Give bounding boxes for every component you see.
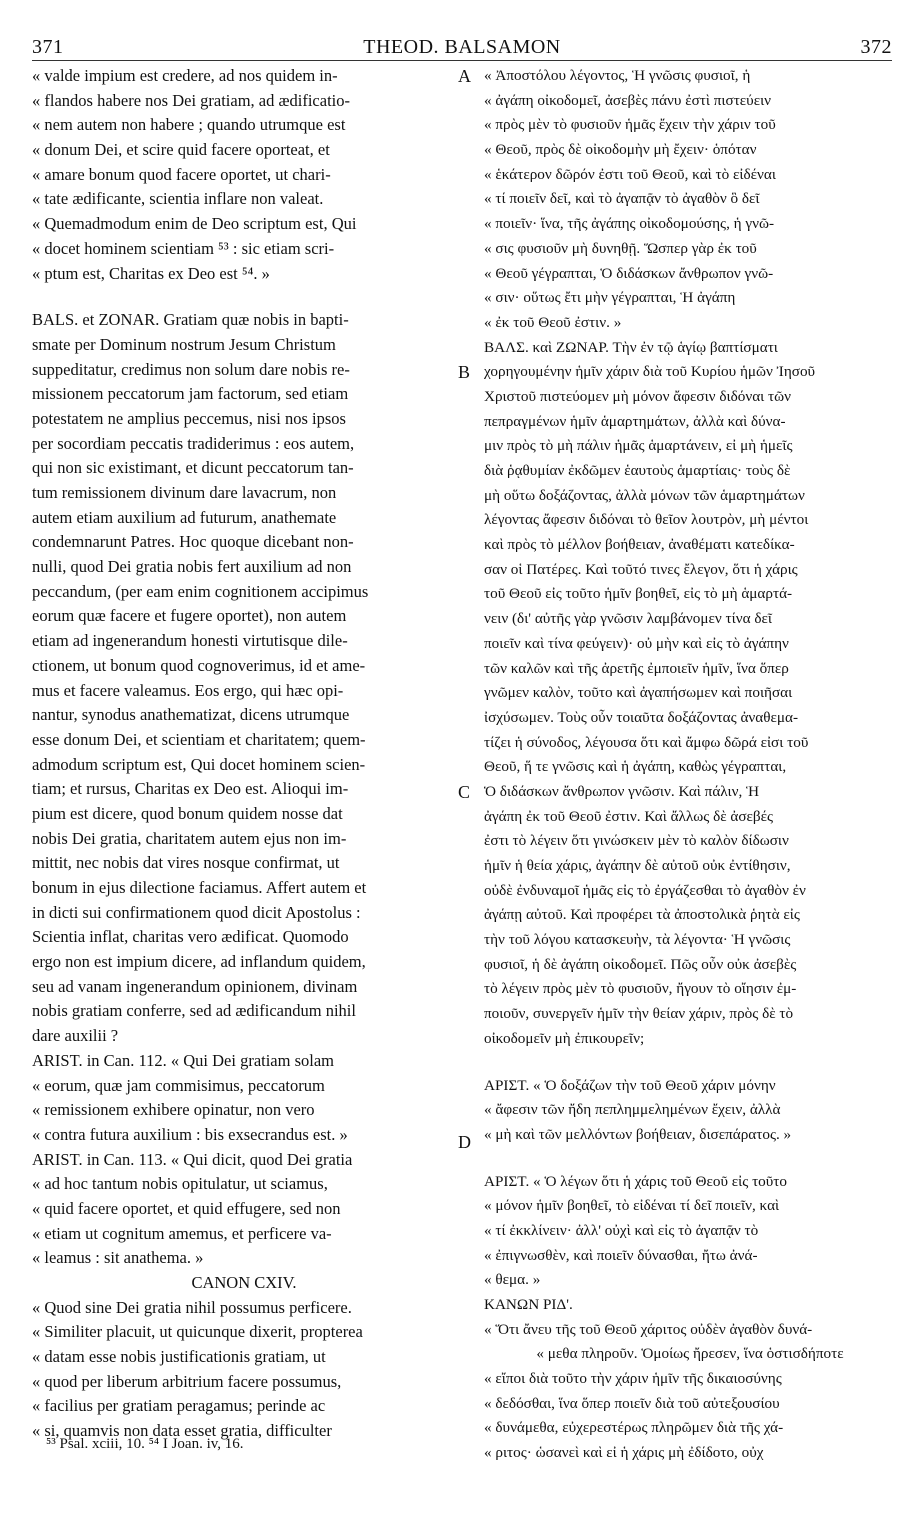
text-line: Ὁ διδάσκων ἄνθρωπον γνῶσιν. Καὶ πάλιν, Ἡ <box>484 782 760 800</box>
text-line: « τί ποιεῖν δεῖ, καὶ τὸ ἀγαπᾷν τὸ ἀγαθὸν ὃ δεῖ <box>484 190 760 208</box>
text-line: « μόνον ἡμῖν βοηθεῖ, τὸ εἰδέναι τί δεῖ ποιεῖν, καὶ <box>484 1197 780 1215</box>
text-line: « σις φυσιοῦν μὴ δυνηθῇ. Ὥσπερ γὰρ ἐκ τοῦ <box>484 239 757 257</box>
text-line: τὸ λέγειν πρὸς μὲν τὸ φυσιοῦν, ἤγουν τὸ οἴησιν ἐμ- <box>484 980 797 998</box>
text-line: nantur, synodus anathematizat, dicens utrumque <box>32 705 350 725</box>
text-line: per socordiam peccatis tradiderimus : eos autem, <box>32 433 355 453</box>
text-line: Scientia inflat, charitas vero ædificat. Quomodo <box>32 927 349 947</box>
text-line: BALS. et ZONAR. Gratiam quæ nobis in bapti- <box>32 310 349 330</box>
text-line: seu ad vanam ingenerandum opinionem, divinam <box>32 976 358 996</box>
text-line: eorum quæ facere et fugere oportet), non autem <box>32 606 347 626</box>
text-line: « θεμα. » <box>484 1271 541 1289</box>
text-line: mus et facere valeamus. Eos ergo, qui hæc opi- <box>32 680 344 700</box>
text-line: « ἐκ τοῦ Θεοῦ ἐστιν. » <box>484 313 622 331</box>
running-title: THEOD. BALSAMON <box>363 36 561 58</box>
footnote: ⁵³ Psal. xciii, 10. ⁵⁴ I Joan. iv, 16. <box>46 1436 244 1452</box>
text-line: « τί ἐκκλίνειν· ἀλλ' οὐχὶ καὶ εἰς τὸ ἀγαπᾷν τὸ <box>484 1221 759 1239</box>
text-line: χορηγουμένην ἡμῖν χάριν διὰ τοῦ Κυρίου ἡμῶν Ἰησοῦ <box>484 363 816 381</box>
text-line: « ριτος· ὡσανεὶ καὶ εἰ ἡ χάρις μὴ ἐδίδοτο, οὐχ <box>484 1444 764 1462</box>
latin-column <box>32 64 456 1444</box>
text-line: « amare bonum quod facere oportet, ut chari- <box>32 164 331 184</box>
text-line: ΑΡΙΣΤ. « Ὁ λέγων ὅτι ἡ χάρις τοῦ Θεοῦ εἰς τοῦτο <box>484 1172 787 1190</box>
text-line: « πρὸς μὲν τὸ φυσιοῦν ἡμᾶς ἔχειν τὴν χάριν τοῦ <box>484 116 776 134</box>
text-line: smate per Dominum nostrum Jesum Christum <box>32 334 336 354</box>
text-line: ctionem, ut bonum quod cognoverimus, id et ame- <box>32 655 366 675</box>
text-line: ergo non est impium dicere, ad inflandum quidem, <box>32 952 366 972</box>
text-line: νειν (δι' αὐτῆς γὰρ γνῶσιν λαμβάνομεν τίνα δεῖ <box>484 610 772 628</box>
paragraph-gap <box>32 286 456 308</box>
text-line: « Θεοῦ, πρὸς δὲ οἰκοδομὴν μὴ ἔχειν· ὁπόταν <box>484 141 757 159</box>
page-header <box>32 36 892 62</box>
paragraph-gap <box>484 1148 896 1170</box>
text-line: « εἴποι διὰ τοῦτο τὴν χάριν ἡμῖν τῆς δικαιοσύνης <box>484 1370 782 1388</box>
text-line: γνῶμεν καλὸν, τοῦτο καὶ ἀγαπήσωμεν καὶ ποιῆσαι <box>484 684 793 702</box>
text-line: « remissionem exhibere opinatur, non vero <box>32 1100 315 1120</box>
text-line: tum remissionem divinum dare lavacrum, non <box>32 483 337 502</box>
text-line: « Similiter placuit, ut quicunque dixerit, propterea <box>32 1322 363 1342</box>
text-line: οὐδὲ ἐνδυναμοῖ ἡμᾶς εἰς τὸ ἐργάζεσθαι τὸ ἀγαθὸν ἐν <box>484 881 806 899</box>
text-line: « valde impium est credere, ad nos quidem in- <box>32 66 338 85</box>
text-line: ARIST. in Can. 113. « Qui dicit, quod Dei gratia <box>32 1149 353 1169</box>
text-line: admodum scriptum est, Qui docet hominem scien- <box>32 754 366 774</box>
text-line: nobis gratiam conferre, sed ad ædificandum nihil <box>32 1001 356 1021</box>
text-line: « ποιεῖν· ἵνα, τῆς ἀγάπης οἰκοδομούσης, ἡ γνῶ- <box>484 215 775 233</box>
text-line: « etiam ut cognitum amemus, et perficere va- <box>32 1223 332 1243</box>
text-line: λέγοντας ἄφεσιν διδόναι τὸ θεῖον λουτρὸν, μὴ μέντοι <box>484 511 809 529</box>
text-line: ἀγάπῃ αὐτοῦ. Καὶ προφέρει τὰ ἀποστολικὰ ῥητὰ εἰς <box>484 906 800 924</box>
text-line: « δυνάμεθα, εὐχερεστέρως πληρῶμεν διὰ τῆς χά- <box>484 1419 784 1437</box>
text-line: « Θεοῦ γέγραπται, Ὁ διδάσκων ἄνθρωπον γνῶ- <box>484 264 774 282</box>
text-line: « Quod sine Dei gratia nihil possumus perficere. <box>32 1297 352 1317</box>
text-line: missionem peccatorum jam factorum, sed etiam <box>32 384 349 404</box>
header-rule <box>32 60 892 61</box>
text-line: ἀγάπη ἐκ τοῦ Θεοῦ ἐστιν. Καὶ ἄλλως δὲ ἀσεβές <box>484 807 774 825</box>
text-line: « si, quamvis non data esset gratia, difficulter <box>32 1421 332 1441</box>
text-line: pium est dicere, quod bonum quidem nosse dat <box>32 803 343 823</box>
text-line: « ptum est, Charitas ex Deo est ⁵⁴. » <box>32 263 270 283</box>
text-line: ποιοῦν, συνεργεῖν ἡμῖν τὴν θείαν χάριν, πρὸς δὲ τὸ <box>484 1005 794 1023</box>
text-line: mittit, nec nobis dat vires nosque confirmat, ut <box>32 853 340 873</box>
text-line: « Ὅτι ἄνευ τῆς τοῦ Θεοῦ χάριτος οὐδὲν ἀγαθὸν δυνά- <box>484 1320 813 1338</box>
text-line: suppeditatur, credimus non solum dare nobis re- <box>32 359 350 379</box>
text-line: « Ἀποστόλου λέγοντος, Ἡ γνῶσις φυσιοῖ, ἡ <box>484 67 751 84</box>
text-line: οἰκοδομεῖν μὴ ἐπικουρεῖν; <box>484 1029 645 1047</box>
text-line: « ἑκάτερον δῶρόν ἐστι τοῦ Θεοῦ, καὶ τὸ εἰδέναι <box>484 165 776 183</box>
text-line: « facilius per gratiam peragamus; perinde ac <box>32 1396 326 1416</box>
text-line: « datam esse nobis justificationis gratiam, ut <box>32 1347 326 1367</box>
text-line: « Quemadmodum enim de Deo scriptum est, Qui <box>32 214 357 234</box>
text-line: « ἄφεσιν τῶν ἤδη πεπλημμελημένων ἔχειν, ἀλλὰ <box>484 1101 781 1119</box>
text-line: autem etiam auxilium ad futurum, anathemate <box>32 507 337 527</box>
text-line: ἡμῖν ἡ θεία χάρις, ἀγάπην δὲ αὐτοῦ οὐκ ἐντίθησιν, <box>484 857 791 874</box>
page-number-left: 371 <box>32 36 64 58</box>
text-line: peccandum, (per eam enim cognitionem accipimus <box>32 581 369 601</box>
text-line: « leamus : sit anathema. » <box>32 1248 204 1268</box>
text-line: bonum in ejus dilectione faciamus. Affert autem et <box>32 878 367 897</box>
text-line: μιν πρὸς τὸ μὴ πάλιν ἡμᾶς ἁμαρτάνειν, εἰ μὴ ἡμεῖς <box>484 437 793 455</box>
text-line: « tate ædificante, scientia inflare non valeat. <box>32 189 324 209</box>
text-line: « donum Dei, et scire quid facere oporteat, et <box>32 140 330 160</box>
text-line: « ἀγάπη οἰκοδομεῖ, ἀσεβὲς πάνυ ἐστὶ πιστεύειν <box>484 91 772 109</box>
text-line: καὶ πρὸς τὸ μέλλον βοήθειαν, ἀναθέματι κατεδίκα- <box>484 536 795 554</box>
text-line: etiam ad ingenerandum honesti virtutisque dile- <box>32 631 348 651</box>
text-line: τὴν τοῦ λόγου κατασκευὴν, τὰ λέγοντα· Ἡ γνῶσις <box>484 931 791 949</box>
text-line: ἐστι τὸ λέγειν ὅτι γινώσκειν μὲν τὸ καλὸν δίδωσιν <box>484 832 789 850</box>
text-line: « ad hoc tantum nobis opitulatur, ut sciamus, <box>32 1174 328 1194</box>
text-line: « nem autem non habere ; quando utrumque est <box>32 115 346 135</box>
text-line: τοῦ Θεοῦ εἰς τοῦτο ἡμῖν βοηθεῖ, εἰς τὸ μὴ ἁμαρτά- <box>484 585 793 603</box>
text-line: διὰ ῥᾳθυμίαν ἐκδῶμεν ἑαυτοὺς ἁμαρτίαις· τοὺς δὲ <box>484 462 791 479</box>
margin-letter-a: A <box>458 66 471 86</box>
text-line: « docet hominem scientiam ⁵³ : sic etiam scri- <box>32 238 335 258</box>
text-line: « ἐπιγνωσθὲν, καὶ ποιεῖν δύνασθαι, ἤτω ἀνά- <box>484 1246 758 1264</box>
text-line: potestatem ne amplius peccemus, nisi nos ipsos <box>32 408 346 428</box>
text-line: qui non sic existimant, et dicunt peccatorum tan- <box>32 458 354 478</box>
text-line: « eorum, quæ jam commisimus, peccatorum <box>32 1075 325 1095</box>
text-line: φυσιοῖ, ἡ δὲ ἀγάπη οἰκοδομεῖ. Πῶς οὖν οὐκ ἀσεβὲς <box>484 955 797 973</box>
text-line: « flandos habere nos Dei gratiam, ad ædificatio- <box>32 90 350 110</box>
text-line: τίζει ἡ σύνοδος, λέγουσα ὅτι καὶ ἄμφω δῶρά εἰσι τοῦ <box>484 733 809 751</box>
text-line: σαν οἱ Πατέρες. Καὶ τοῦτό τινες ἔλεγον, ὅτι ἡ χάρις <box>484 560 798 578</box>
text-line: esse donum Dei, et scientiam et charitatem; quem- <box>32 729 366 749</box>
text-line: ARIST. in Can. 112. « Qui Dei gratiam solam <box>32 1050 335 1070</box>
text-line: μὴ οὕτω δοξάζοντας, ἀλλὰ μόνων τῶν ἁμαρτημάτων <box>484 486 805 504</box>
text-line: πεπραγμένων ἡμῖν ἁμαρτημάτων, ἀλλὰ καὶ δύνα- <box>484 412 786 430</box>
text-line: « δεδόσθαι, ἵνα ὅπερ ποιεῖν διὰ τοῦ αὐτεξουσίου <box>484 1394 780 1412</box>
text-line: « quid facere oportet, et quid effugere, sed non <box>32 1198 341 1218</box>
text-line: nobis Dei gratia, charitatem autem ejus non im- <box>32 828 347 848</box>
text-line: τῶν καλῶν καὶ τῆς ἀρετῆς ἐμποιεῖν ἡμῖν, ἵνα ὅπερ <box>484 659 789 677</box>
text-line: nulli, quod Dei gratia nobis fert auxilium ad non <box>32 557 352 577</box>
text-line: Θεοῦ, ἥ τε γνῶσις καὶ ἡ ἀγάπη, καθὼς γέγραπται, <box>484 758 787 776</box>
text-line: ποιεῖν καὶ τίνα φεύγειν)· οὐ μὴν καὶ εἰς τὸ ἀγάπην <box>484 634 789 652</box>
canon-heading: « μεθα πληροῦν. Ὁμοίως ἤρεσεν, ἵνα ὁστισδήποτε <box>536 1345 844 1363</box>
text-line: ΑΡΙΣΤ. « Ὁ δοξάζων τὴν τοῦ Θεοῦ χάριν μόνην <box>484 1076 776 1094</box>
text-line: ΒΑΛΣ. καὶ ΖΩΝΑΡ. Τὴν ἐν τῷ ἁγίῳ βαπτίσματι <box>484 338 778 356</box>
greek-column <box>484 64 896 1466</box>
margin-letter-d: D <box>458 1132 471 1152</box>
paragraph-gap <box>484 1052 896 1074</box>
margin-letter-c: C <box>458 782 471 802</box>
text-line: « μὴ καὶ τῶν μελλόντων βοήθειαν, δισεπάρατος. » <box>484 1125 792 1143</box>
page-number-right: 372 <box>860 36 892 58</box>
canon-heading: CANON CXIV. <box>191 1273 297 1292</box>
text-line: condemnarunt Patres. Hoc quoque dicebant non- <box>32 532 354 552</box>
text-line: dare auxilii ? <box>32 1026 119 1046</box>
margin-letter-b: B <box>458 362 471 382</box>
text-line: tiam; et rursus, Charitas ex Deo est. Alioqui im- <box>32 779 349 799</box>
text-line: ἰσχύσωμεν. Τοὺς οὖν τοιαῦτα δοξάζοντας ἀναθεμα- <box>484 708 799 726</box>
text-line: « contra futura auxilium : bis exsecrandus est. » <box>32 1124 348 1144</box>
text-line: « σιν· οὕτως ἔτι μὴν γέγραπται, Ἡ ἀγάπη <box>484 289 736 307</box>
text-line: in dicti sui confirmationem quod dicit Apostolus : <box>32 902 361 922</box>
text-line: « quod per liberum arbitrium facere possumus, <box>32 1371 342 1391</box>
text-line: ΚΑΝΩΝ ΡΙΔ'. <box>484 1296 573 1313</box>
text-line: Χριστοῦ πιστεύομεν μὴ μόνον ἄφεσιν διδόναι τῶν <box>484 387 791 405</box>
